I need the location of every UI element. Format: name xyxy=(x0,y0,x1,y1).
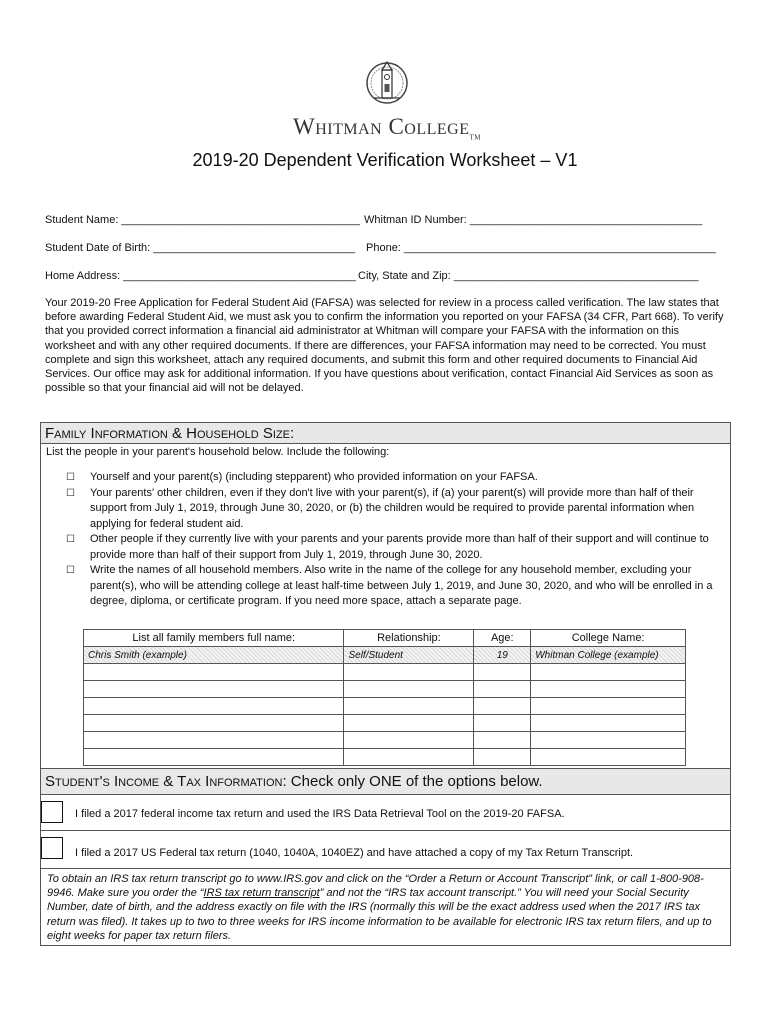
table-row[interactable] xyxy=(84,664,686,681)
tax-section-heading xyxy=(40,768,731,795)
option-transcript-label: I filed a 2017 US Federal tax return (1040, 1040A, 1040EZ) and have attached a copy of my Tax Return Transcript. xyxy=(75,847,634,859)
family-members-table xyxy=(83,629,686,766)
option-drt-checkbox[interactable] xyxy=(41,801,63,823)
phone-field[interactable]: Phone: ___________________________________________________ xyxy=(366,242,716,254)
logo-wordmark: Whitman College xyxy=(293,114,470,139)
checkbox-icon: ☐ xyxy=(66,565,75,576)
tax-section-instruction: Check only ONE of the options below. xyxy=(290,773,543,790)
tower-seal-icon xyxy=(366,58,408,108)
irs-transcript-emphasis: IRS tax return transcript xyxy=(203,887,320,900)
option-divider xyxy=(41,830,730,831)
column-header-age: Age: xyxy=(474,630,531,647)
column-header-relationship: Relationship: xyxy=(344,630,474,647)
example-age-cell: 19 xyxy=(474,647,531,664)
table-row[interactable] xyxy=(84,681,686,698)
page-title: 2019-20 Dependent Verification Worksheet – V1 xyxy=(192,150,578,170)
city-state-zip-field[interactable]: City, State and Zip: ________________________________________ xyxy=(358,270,699,282)
table-row[interactable] xyxy=(84,715,686,732)
table-row[interactable] xyxy=(84,698,686,715)
list-item: ☐ Yourself and your parent(s) (including stepparent) who provided information on your FAFSA. xyxy=(66,470,730,486)
column-header-college: College Name: xyxy=(531,630,686,647)
family-subtitle: List the people in your parent's household below. Include the following: xyxy=(46,446,390,458)
college-logo xyxy=(272,58,502,142)
whitman-id-field[interactable]: Whitman ID Number: ______________________________________ xyxy=(364,214,703,226)
option-transcript-checkbox[interactable] xyxy=(41,837,63,859)
irs-transcript-instructions: To obtain an IRS tax return transcript go to www.IRS.gov and click on the “Order a Return or Account Transcript” link, or call 1-800-908-9946. Make sure you order the “IRS tax return transcript” and not the “IRS tax account transcript.” You will need your Social Security Number, date of birth, and the address exactly on file with the IRS (normally this will be the exact address used when the 2017 IRS tax return was filed). It takes up to two to three weeks for IRS income information to be available for electronic IRS tax return filers, and up to eight weeks for paper tax return filers. xyxy=(47,873,712,942)
example-college-cell: Whitman College (example) xyxy=(531,647,686,664)
intro-paragraph: Your 2019-20 Free Application for Federal Student Aid (FAFSA) was selected for review in a process called verification. The law states that before awarding Federal Student Aid, we must ask you to confirm the information you reported on your FAFSA (34 CFR, Part 668). To verify that you provided correct information a financial aid administrator at Whitman will compare your FAFSA with the information on this worksheet and with any other required documents. If there are differences, your FAFSA information may need to be corrected. You must complete and sign this worksheet, attach any required documents, and submit this form and other required documents to Financial Aid Services. Our office may ask for additional information. If you have questions about verification, contact Financial Aid Services as soon as possible so that your financial aid will not be delayed. xyxy=(45,297,724,395)
option-drt-label: I filed a 2017 federal income tax return and used the IRS Data Retrieval Tool on the 2019-20 FAFSA. xyxy=(75,808,565,820)
table-header-row xyxy=(84,630,686,647)
list-item: ☐ Other people if they currently live with your parents and your parents provide more than half of their support and will continue to provide more than half of their support from July 1, 2019, through June 30, 2020. xyxy=(66,532,730,563)
family-bullet-list xyxy=(66,470,730,610)
checkbox-icon: ☐ xyxy=(66,534,75,545)
home-address-field[interactable]: Home Address: ______________________________________ xyxy=(45,270,356,282)
example-name-cell: Chris Smith (example) xyxy=(84,647,344,664)
column-header-name: List all family members full name: xyxy=(84,630,344,647)
list-item: ☐ Your parents' other children, even if they don't live with your parent(s), if (a) your parent(s) will provide more than half of their support from July 1, 2019, through June 30, 2020, or (b) the children would be required to provide parental information when applying for federal student aid. xyxy=(66,486,730,533)
table-row[interactable] xyxy=(84,749,686,766)
family-section-heading: Family Information & Household Size: xyxy=(40,422,731,444)
list-item: ☐ Write the names of all household members. Also write in the name of the college for any household member, excluding your parent(s), who will be attending college at least half-time between July 1, 2019, and June 30, 2020, and who will be enrolled in a degree, diploma, or certificate program. If you need more space, attach a separate page. xyxy=(66,563,730,610)
student-dob-field[interactable]: Student Date of Birth: _________________________________ xyxy=(45,242,356,254)
trademark-mark: TM xyxy=(469,133,481,142)
checkbox-icon: ☐ xyxy=(66,472,75,483)
option-divider xyxy=(41,868,730,869)
table-row-example xyxy=(84,647,686,664)
example-relationship-cell: Self/Student xyxy=(344,647,474,664)
tax-section-title: Student's Income & Tax Information: xyxy=(45,773,287,790)
checkbox-icon: ☐ xyxy=(66,487,75,499)
table-row[interactable] xyxy=(84,732,686,749)
student-name-field[interactable]: Student Name: _______________________________________ xyxy=(45,214,361,226)
